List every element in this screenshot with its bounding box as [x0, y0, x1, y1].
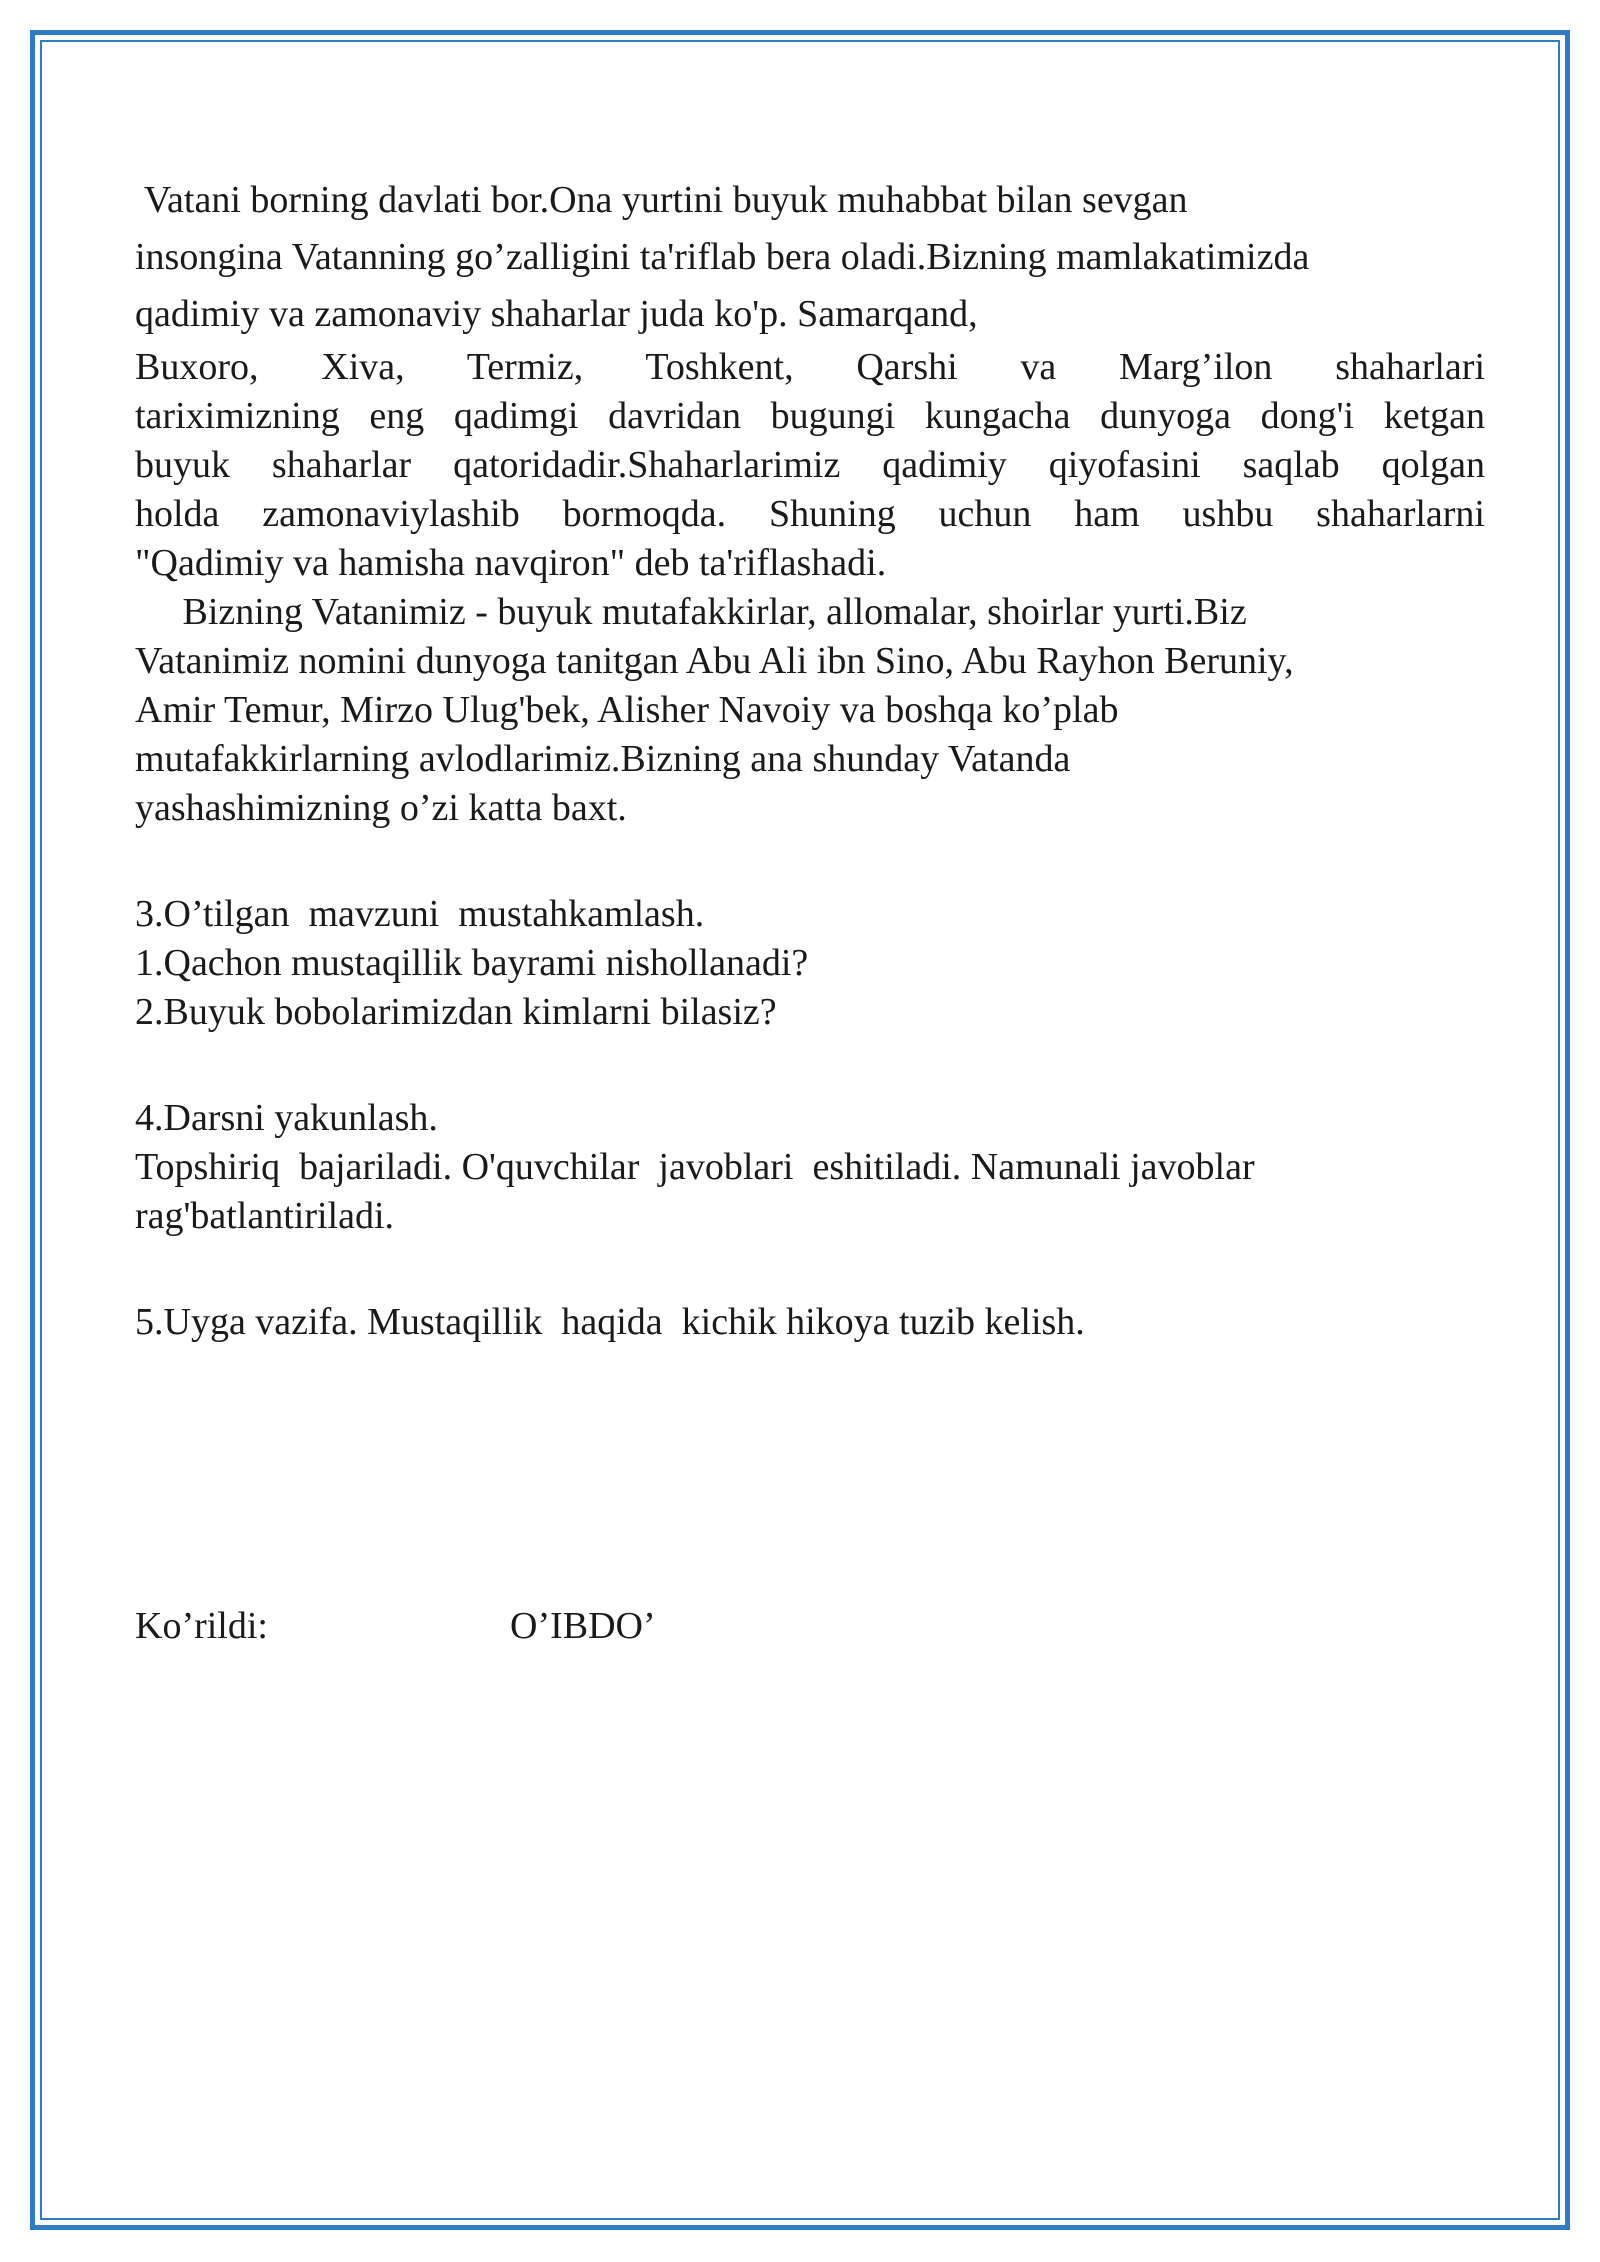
question-item: 2.Buyuk bobolarimizdan kimlarni bilasiz?: [135, 991, 777, 1033]
spacer: [135, 833, 1485, 890]
text-line: Vatanimiz nomini dunyoga tanitgan Abu Ali ibn Sino, Abu Rayhon Beruniy,: [135, 640, 1294, 682]
text-line: Buxoro, Xiva, Termiz, Toshkent, Qarshi va Marg’ilon shaharlari: [135, 346, 1485, 388]
text-line: Topshiriq bajariladi. O'quvchilar javoblari eshitiladi. Namunali javoblar: [135, 1146, 1255, 1188]
text-line: yashashimizning o’zi katta baxt.: [135, 787, 627, 829]
reviewer-org: O’IBDO’: [510, 1605, 656, 1647]
document-body: [135, 172, 1485, 1347]
text-line: Vatani borning davlati bor.Ona yurtini buyuk muhabbat bilan sevgan: [135, 179, 1188, 221]
reviewed-label: Ko’rildi:: [135, 1605, 268, 1647]
text-line: holda zamonaviylashib bormoqda. Shuning uchun ham ushbu shaharlarni: [135, 493, 1485, 535]
text-line: "Qadimiy va hamisha navqiron" deb ta'riflashadi.: [135, 542, 887, 584]
spacer: [135, 1241, 1485, 1298]
text-line: insongina Vatanning go’zalligini ta'riflab bera oladi.Bizning mamlakatimizda: [135, 236, 1310, 278]
section-yakunlash: [135, 1094, 1485, 1241]
text-line: mutafakkirlarning avlodlarimiz.Bizning ana shunday Vatanda: [135, 738, 1071, 780]
text-line: tariximizning eng qadimgi davridan bugungi kungacha dunyoga dong'i ketgan: [135, 395, 1485, 437]
section-heading: 3.O’tilgan mavzuni mustahkamlash.: [135, 893, 705, 935]
text-line: Bizning Vatanimiz - buyuk mutafakkirlar, allomalar, shoirlar yurti.Biz: [135, 591, 1247, 633]
text-line: qadimiy va zamonaviy shaharlar juda ko'p. Samarqand,: [135, 293, 978, 335]
text-line: Amir Temur, Mirzo Ulug'bek, Alisher Navoiy va boshqa ko’plab: [135, 689, 1119, 731]
spacer: [135, 1037, 1485, 1094]
section-mustahkamlash: [135, 890, 1485, 1037]
section-heading: 4.Darsni yakunlash.: [135, 1097, 438, 1139]
paragraph-shaharlar: [135, 343, 1485, 588]
question-item: 1.Qachon mustaqillik bayrami nishollanadi?: [135, 942, 809, 984]
text-line: rag'batlantiriladi.: [135, 1195, 395, 1237]
text-line: buyuk shaharlar qatoridadir.Shaharlarimiz qadimiy qiyofasini saqlab qolgan: [135, 444, 1485, 486]
section-uyga-vazifa: [135, 1298, 1485, 1347]
paragraph-vatan: [135, 172, 1485, 343]
section-heading: 5.Uyga vazifa. Mustaqillik haqida kichik hikoya tuzib kelish.: [135, 1301, 1085, 1343]
paragraph-mutafakkirlar: [135, 588, 1485, 833]
